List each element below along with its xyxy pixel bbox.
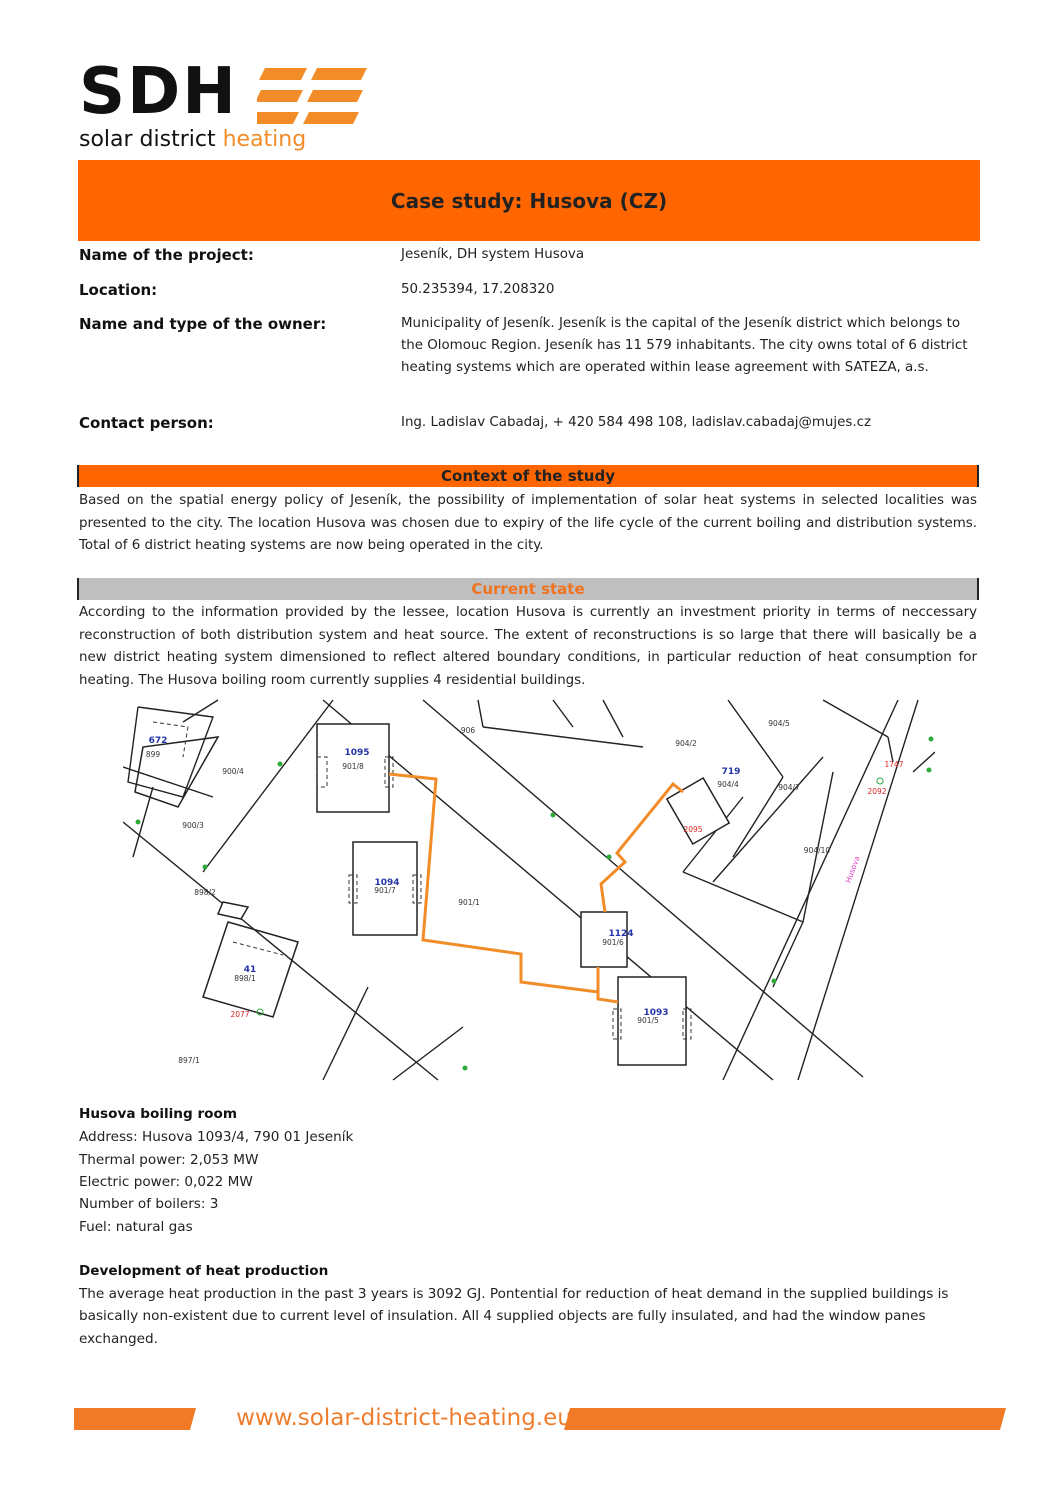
boiler-room-line: Address: Husova 1093/4, 790 01 Jeseník (79, 1129, 354, 1145)
map-parcel-label: 904/5 (768, 719, 790, 728)
info-value: 50.235394, 17.208320 (401, 282, 555, 297)
map-building-parcel: 898/1 (234, 974, 256, 983)
info-label: Contact person: (79, 414, 214, 432)
logo-tagline (79, 126, 306, 154)
heat-production-line: The average heat production in the past 3 years is 3092 GJ. Pontential for reduction of heat demand in the supplied buildings is (79, 1286, 949, 1302)
heat-production-line: exchanged. (79, 1331, 158, 1347)
current-state-heading: Current state (471, 580, 585, 598)
heat-production-heading: Development of heat production (79, 1263, 329, 1279)
info-row-project (79, 244, 979, 268)
map-building-parcel: 901/5 (637, 1016, 659, 1025)
info-value: Jeseník, DH system Husova (401, 247, 585, 262)
map-parcel-label: 904/7 (778, 783, 800, 792)
context-section-header (77, 465, 979, 487)
info-row-contact (79, 412, 979, 436)
info-value: Municipality of Jeseník. Jeseník is the capital of the Jeseník district which belongs to the Olomouc Region. Jeseník has 11 579 inhabitants. The city owns total of 6 district heating systems which are operated within lease agreement with SATEZA, a.s. (401, 316, 968, 375)
boiler-room-heading: Husova boiling room (79, 1106, 237, 1122)
map-parcel-label: 900/3 (182, 821, 204, 830)
boiler-room-line: Electric power: 0,022 MW (79, 1174, 253, 1190)
map-building-number: 1094 (374, 878, 400, 888)
info-label: Name and type of the owner: (79, 315, 327, 333)
map-building-number: 672 (148, 736, 168, 746)
map-building-parcel: 901/8 (342, 762, 364, 771)
context-text: Based on the spatial energy policy of Jeseník, the possibility of implementation of solar heat systems in selected localities was presented to the city. The location Husova was chosen due to expiry of the life cycle of the current boiling and distribution systems. Total of 6 district heating systems are now being operated in the city. (79, 493, 977, 553)
map-building-number: 1124 (608, 929, 634, 939)
footer-url[interactable]: www.solar-district-heating.eu (236, 1405, 572, 1431)
map-parcel-label: 898/2 (194, 888, 216, 897)
map-building-parcel: 901/7 (374, 886, 396, 895)
map-street-label: Husova (843, 854, 862, 885)
boiler-room-line: Number of boilers: 3 (79, 1196, 219, 1212)
map-parcel-label: 900/4 (222, 767, 244, 776)
map-parcel-label: 904/10 (803, 846, 831, 855)
map-building-number: 1095 (344, 748, 370, 758)
info-row-location (79, 279, 979, 303)
map-building-number: 41 (243, 965, 257, 975)
info-label: Name of the project: (79, 246, 254, 264)
map-red-label: 2077 (230, 1010, 250, 1019)
title-banner (78, 160, 980, 241)
map-building-parcel: 904/4 (717, 780, 739, 789)
cadastral-map (123, 697, 935, 1082)
map-red-label: 2095 (683, 825, 703, 834)
map-parcel-label: 901/1 (458, 898, 480, 907)
logo-brand: SDH (79, 55, 238, 129)
map-parcel-label: 906 (460, 726, 476, 735)
map-building-number: 719 (721, 767, 741, 777)
logo-tagline-part1: solar district (79, 127, 223, 152)
info-label: Location: (79, 281, 158, 299)
context-heading: Context of the study (441, 467, 615, 485)
footer (74, 1402, 1006, 1434)
sdh-logo (79, 55, 379, 160)
info-row-owner (79, 313, 979, 403)
logo-tagline-part2: heating (222, 127, 307, 152)
map-building-number: 1093 (643, 1008, 669, 1018)
map-building-parcel: 901/6 (602, 938, 624, 947)
heat-production-line: basically non-existent due to current level of insulation. All 4 supplied objects are fully insulated, and had the window panes (79, 1308, 926, 1324)
map-red-label: 1747 (884, 760, 904, 769)
page-title: Case study: Husova (CZ) (390, 188, 668, 213)
info-value: Ing. Ladislav Cabadaj, + 420 584 498 108, ladislav.cabadaj@mujes.cz (401, 415, 872, 430)
boiler-room-line: Fuel: natural gas (79, 1219, 193, 1235)
map-building-parcel: 899 (145, 750, 161, 759)
map-parcel-label: 904/2 (675, 739, 697, 748)
current-state-section-header (77, 578, 979, 600)
map-red-label: 2092 (867, 787, 887, 796)
map-parcel-label: 897/1 (178, 1056, 200, 1065)
logo-bars-icon (257, 68, 367, 124)
current-state-text: According to the information provided by the lessee, location Husova is currently an investment priority in terms of neccessary reconstruction of both distribution system and heat source. The extent of reconstructions is so large that there will basically be a new district heating system dimensioned to reflect altered boundary conditions, in particular reduction of heat consumption for heating. The Husova boiling room currently supplies 4 residential buildings. (79, 605, 977, 688)
boiler-room-line: Thermal power: 2,053 MW (79, 1152, 259, 1168)
